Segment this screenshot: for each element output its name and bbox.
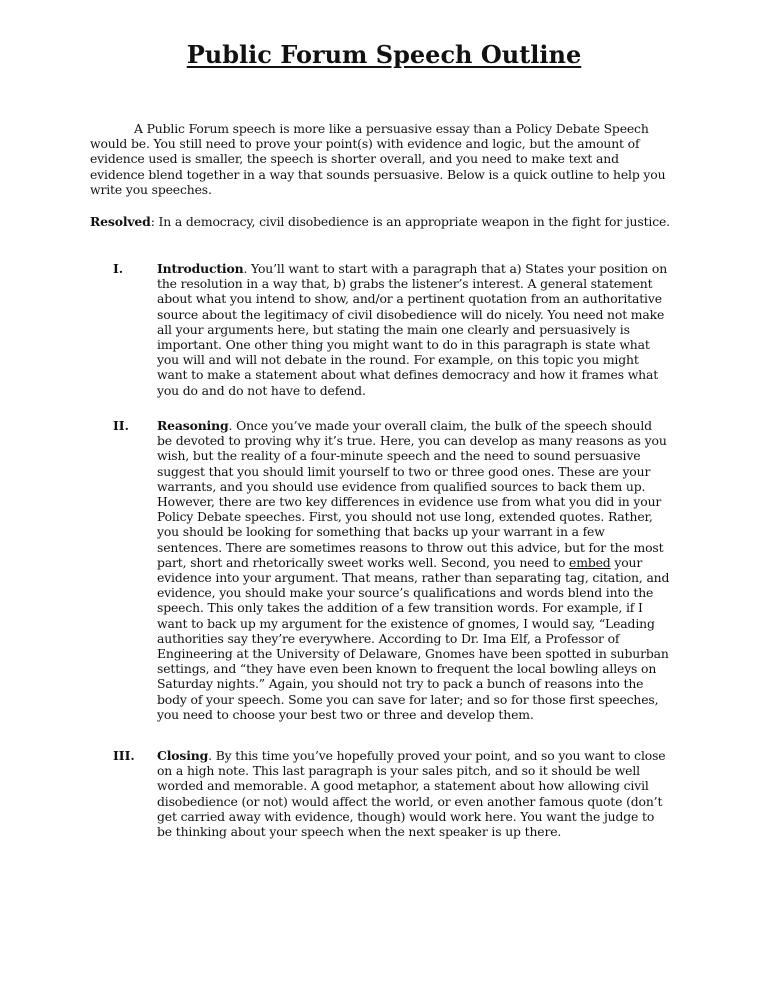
section-text-continued: your evidence into your argument. That means, rather than separating tag, citation, and evidence, you should make your source’s qualifications and words blend into the speech. This only takes the addition of a few transition words. For example, if I want to back up my argument for the existence of gnomes, I would say, “Leading authorities say they’re everywhere. According to Dr. Ima Elf, a Professor of Engineering at the University of Delaware, Gnomes have been spotted in suburban settings, and “they have even been known to frequent the local bowling alleys on Saturday nights.” Again, you should not try to pack a bunch of reasons into the body of your speech. Some you can save for later; and so for those first speeches, you need to choose your best two or three and develop them. [157,554,670,722]
resolved-label: Resolved [90,214,151,229]
section-numeral: I. [113,261,124,276]
section-heading: Closing [157,748,209,763]
section-body [157,261,670,398]
section-heading: Reasoning [157,418,229,433]
resolution-statement [90,214,690,229]
emphasized-word: embed [569,554,611,570]
intro-paragraph: A Public Forum speech is more like a persuasive essay than a Policy Debate Speech would be. You still need to prove your point(s) with evidence and logic, but the amount of evidence used is smaller, the speech is shorter overall, and you need to make text and evidence blend together in a way that sounds persuasive. Below is a quick outline to help you write you speeches. [90,121,666,197]
section-text: . Once you’ve made your overall claim, the bulk of the speech should be devoted to proving why it’s true. Here, you can develop as many reasons as you wish, but the reality of a four-minute speech and the need to sound persuasive suggest that you should limit yourself to two or three good ones. These are your warrants, and you should use evidence from qualified sources to back them up. However, there are two key differences in evidence use from what you did in your Policy Debate speeches. First, you should not use long, extended quotes. Rather, you should be looking for something that backs up your warrant in a few sentences. There are sometimes reasons to throw out this advice, but for the most part, short and rhetorically sweet works well. Second, you need to [157,418,667,570]
section-body [157,418,670,722]
section-text: . You’ll want to start with a paragraph that a) States your position on the resolution in a way that, b) grabs the listener’s interest. A general statement about what you intend to show, and/or a pertinent quotation from an authoritative source about the legitimacy of civil disobedience will do nicely. You need not make all your arguments here, but stating the main one clearly and persuasively is important. One other thing you might want to do in this paragraph is state what you will and will not debate in the round. For example, on this topic you might want to make a statement about what defines democracy and how it frames what you do and do not have to defend. [157,261,668,398]
resolved-text: : In a democracy, civil disobedience is an appropriate weapon in the fight for justice. [150,214,670,229]
section-body [157,748,670,839]
section-numeral: III. [113,748,135,763]
section-heading: Introduction [157,261,244,276]
section-text: . By this time you’ve hopefully proved your point, and so you want to close on a high note. This last paragraph is your sales pitch, and so it should be well worded and memorable. A good metaphor, a statement about how allowing civil disobedience (or not) would affect the world, or even another famous quote (don’t get carried away with evidence, though) would work here. You want the judge to be thinking about your speech when the next speaker is up there. [157,748,666,840]
page-title: Public Forum Speech Outline [186,40,582,69]
section-numeral: II. [113,418,129,433]
